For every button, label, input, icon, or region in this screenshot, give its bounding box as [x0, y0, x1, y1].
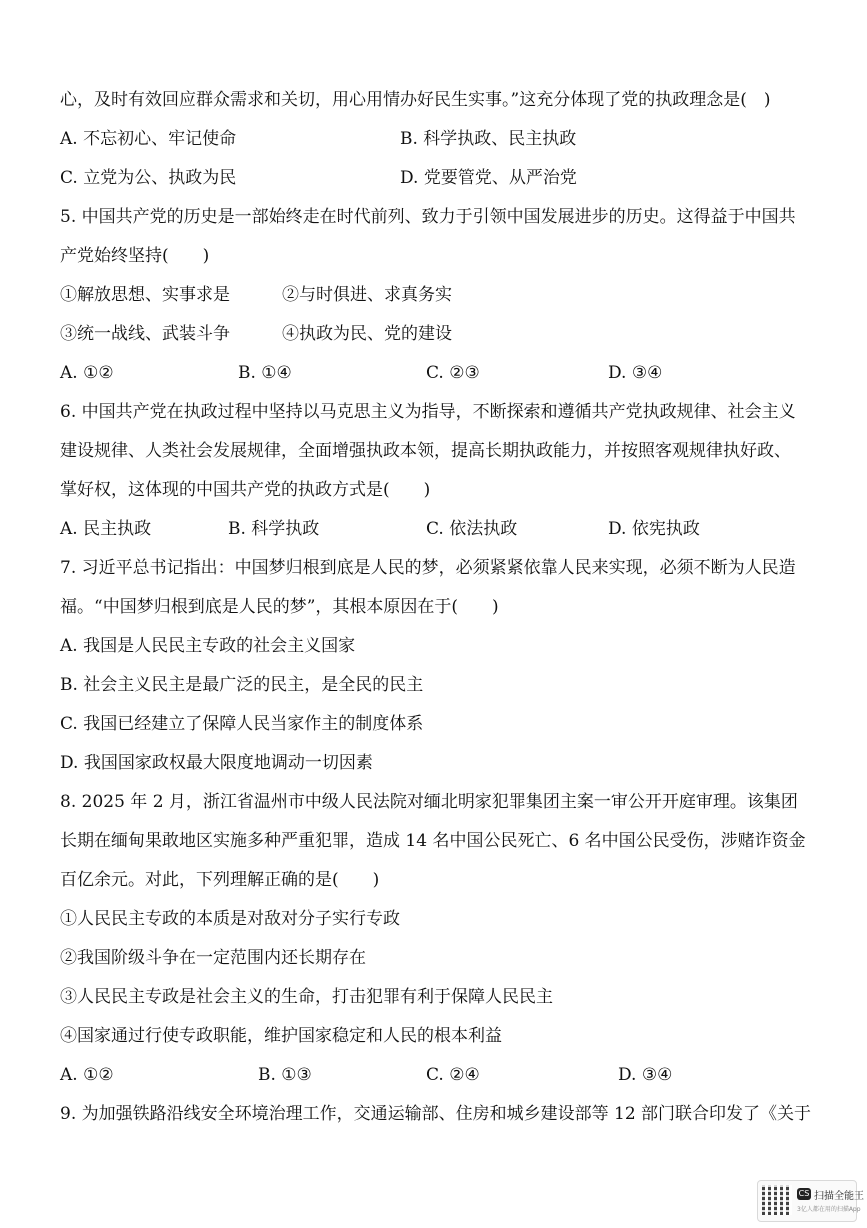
q8-option-c: C. ②④ — [426, 1065, 480, 1085]
q6-option-c: C. 依法执政 — [426, 519, 518, 539]
q8-option-b: B. ①③ — [258, 1065, 312, 1085]
q6-option-d: D. 依宪执政 — [608, 519, 700, 539]
q4-stem-end: 心，及时有效回应群众需求和关切，用心用情办好民生实事。”这充分体现了党的执政理念是( ) — [60, 90, 771, 110]
q5-statement-1: ①解放思想、实事求是 — [60, 285, 230, 305]
q8-statement-1: ①人民民主专政的本质是对敌对分子实行专政 — [60, 909, 400, 929]
q6-stem-line-3: 掌好权，这体现的中国共产党的执政方式是( ) — [60, 480, 431, 500]
q5-statement-3: ③统一战线、武装斗争 — [60, 324, 230, 344]
q5-statement-2: ②与时俱进、求真务实 — [282, 285, 452, 305]
q7-option-d: D. 我国国家政权最大限度地调动一切因素 — [60, 753, 373, 773]
q5-option-d: D. ③④ — [608, 363, 663, 383]
q4-option-a: A. 不忘初心、牢记使命 — [60, 129, 237, 149]
q8-statement-3: ③人民民主专政是社会主义的生命，打击犯罪有利于保障人民民主 — [60, 987, 553, 1007]
q8-stem-line-2: 长期在缅甸果敢地区实施多种严重犯罪，造成 14 名中国公民死亡、6 名中国公民受伤，涉赌诈资金 — [60, 831, 806, 851]
q5-option-b: B. ①④ — [238, 363, 292, 383]
q9-stem-line-1: 9. 为加强铁路沿线安全环境治理工作，交通运输部、住房和城乡建设部等 12 部门联合印发了《关于 — [60, 1104, 812, 1124]
q8-statement-2: ②我国阶级斗争在一定范围内还长期存在 — [60, 948, 366, 968]
q8-stem-line-3: 百亿余元。对此，下列理解正确的是( ) — [60, 870, 380, 890]
q6-stem-line-1: 6. 中国共产党在执政过程中坚持以马克思主义为指导，不断探索和遵循共产党执政规律、社会主义 — [60, 402, 796, 422]
q8-statement-4: ④国家通过行使专政职能，维护国家稳定和人民的根本利益 — [60, 1026, 502, 1046]
q6-option-b: B. 科学执政 — [228, 519, 320, 539]
qr-code-icon — [762, 1185, 792, 1215]
q7-option-b: B. 社会主义民主是最广泛的民主，是全民的民主 — [60, 675, 424, 695]
q7-stem-line-2: 福。“中国梦归根到底是人民的梦”，其根本原因在于( ) — [60, 597, 499, 617]
q8-option-d: D. ③④ — [618, 1065, 673, 1085]
q8-stem-line-1: 8. 2025 年 2 月，浙江省温州市中级人民法院对缅北明家犯罪集团主案一审公开开庭审理。该集团 — [60, 792, 798, 812]
q4-option-b: B. 科学执政、民主执政 — [400, 129, 577, 149]
q5-option-a: A. ①② — [60, 363, 114, 383]
q6-option-a: A. 民主执政 — [60, 519, 152, 539]
q7-option-a: A. 我国是人民民主专政的社会主义国家 — [60, 636, 356, 656]
q6-stem-line-2: 建设规律、人类社会发展规律，全面增强执政本领，提高长期执政能力，并按照客观规律执好政、 — [60, 441, 791, 461]
q4-option-d: D. 党要管党、从严治党 — [400, 168, 577, 188]
camscanner-watermark — [757, 1180, 864, 1222]
q5-stem-line-2: 产党始终坚持( ) — [60, 246, 210, 266]
q4-option-c: C. 立党为公、执政为民 — [60, 168, 237, 188]
watermark-brand: 扫描全能王 — [814, 1191, 864, 1202]
q8-option-a: A. ①② — [60, 1065, 114, 1085]
q5-statement-4: ④执政为民、党的建设 — [282, 324, 452, 344]
q7-stem-line-1: 7. 习近平总书记指出：中国梦归根到底是人民的梦，必须紧紧依靠人民来实现，必须不断为人民造 — [60, 558, 796, 578]
q5-option-c: C. ②③ — [426, 363, 480, 383]
q7-option-c: C. 我国已经建立了保障人民当家作主的制度体系 — [60, 714, 424, 734]
camscanner-logo-icon: CS — [798, 1189, 810, 1198]
q5-stem-line-1: 5. 中国共产党的历史是一部始终走在时代前列、致力于引领中国发展进步的历史。这得益于中国共 — [60, 207, 796, 227]
watermark-subtitle: 3亿人都在用的扫描App — [797, 1206, 861, 1213]
